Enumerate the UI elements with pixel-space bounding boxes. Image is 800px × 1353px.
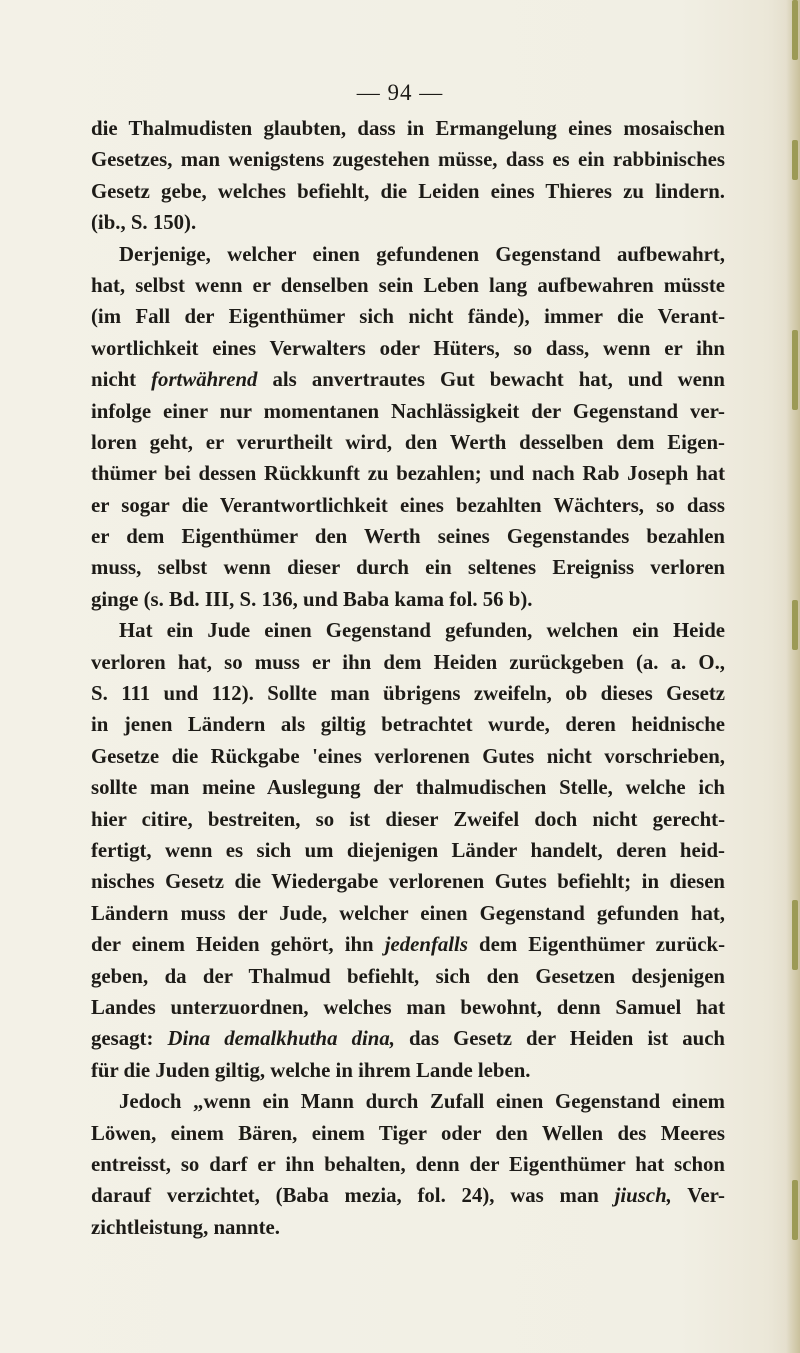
text-fragment: das Gesetz der Heiden ist auch <box>408 1027 725 1051</box>
text-line: fertigt, wenn es sich um diejenigen Länder handelt, deren heid- <box>91 838 725 862</box>
text-line: die Thalmudisten glaubten, dass in Ermangelung eines mosaischen <box>91 117 725 140</box>
text-line: muss, selbst wenn dieser durch ein seltenes Ereigniss verloren <box>91 556 725 580</box>
text-line: er sogar die Verantwortlichkeit eines bezahlten Wächters, so dass <box>91 493 725 517</box>
text-line: Gesetze die Rückgabe 'eines verlorenen Gutes nicht vorschrieben, <box>91 744 725 768</box>
text-line: (im Fall der Eigenthümer sich nicht fände), immer die Verant- <box>91 305 725 329</box>
text-fragment: der einem Heiden gehört, ihn <box>91 933 374 957</box>
text-line <box>91 1180 725 1211</box>
text-line: geben, da der Thalmud befiehlt, sich den Gesetzen desjenigen <box>91 964 725 988</box>
text-line: nisches Gesetz die Wiedergabe verlorenen Gutes befiehlt; in diesen <box>91 870 725 894</box>
text-line <box>91 929 725 960</box>
text-line: hier citire, bestreiten, so ist dieser Zweifel doch nicht gerecht- <box>91 807 725 831</box>
edge-stain <box>792 600 798 650</box>
text-line: infolge einer nur momentanen Nachlässigkeit der Gegenstand ver- <box>91 399 725 423</box>
edge-stain <box>792 140 798 180</box>
text-line: ginge (s. Bd. III, S. 136, und Baba kama fol. 56 b). <box>91 587 533 611</box>
text-line <box>91 1023 725 1054</box>
text-fragment: als anvertrautes Gut bewacht hat, und wenn <box>272 368 725 392</box>
page-number: — 94 — <box>356 80 444 105</box>
text-line: Derjenige, welcher einen gefundenen Gegenstand aufbewahrt, <box>119 242 725 266</box>
text-line: Jedoch „wenn ein Mann durch Zufall einen Gegenstand einem <box>119 1090 725 1114</box>
emphasis-text: fortwährend <box>151 368 258 392</box>
text-line: sollte man meine Auslegung der thalmudischen Stelle, welche ich <box>91 776 725 800</box>
emphasis-text: jedenfalls <box>384 933 468 957</box>
text-line: S. 111 und 112). Sollte man übrigens zweifeln, ob dieses Gesetz <box>91 682 725 706</box>
text-line: Landes unterzuordnen, welches man bewohnt, denn Samuel hat <box>91 995 725 1019</box>
edge-stain <box>792 900 798 970</box>
edge-stain <box>792 1180 798 1240</box>
text-line: Gesetz gebe, welches befiehlt, die Leiden eines Thieres zu lindern. <box>91 179 725 203</box>
text-fragment: darauf verzichtet, (Baba mezia, fol. 24), was man <box>91 1184 599 1208</box>
text-fragment: nicht <box>91 368 137 392</box>
text-line: loren geht, er verurtheilt wird, den Werth desselben dem Eigen- <box>91 430 725 454</box>
text-line: wortlichkeit eines Verwalters oder Hüters, so dass, wenn er ihn <box>91 336 725 360</box>
emphasis-text: jiusch, <box>614 1184 672 1208</box>
text-line: thümer bei dessen Rückkunft zu bezahlen; und nach Rab Joseph hat <box>91 462 725 486</box>
text-line: in jenen Ländern als giltig betrachtet wurde, deren heidnische <box>91 713 725 737</box>
text-fragment: gesagt: <box>91 1027 154 1051</box>
text-line: Hat ein Jude einen Gegenstand gefunden, welchen ein Heide <box>119 619 725 643</box>
text-line <box>91 364 725 395</box>
text-fragment: dem Eigenthümer zurück- <box>479 933 725 957</box>
text-line: für die Juden giltig, welche in ihrem Lande leben. <box>91 1058 531 1082</box>
body-text <box>91 113 725 1243</box>
text-line: hat, selbst wenn er denselben sein Leben lang aufbewahren müsste <box>91 273 725 297</box>
text-line: Ländern muss der Jude, welcher einen Gegenstand gefunden hat, <box>91 901 725 925</box>
page-edge-shadow <box>786 0 800 1353</box>
text-line: (ib., S. 150). <box>91 211 197 235</box>
text-line: Gesetzes, man wenigstens zugestehen müsse, dass es ein rabbinisches <box>91 148 725 172</box>
text-line: Löwen, einem Bären, einem Tiger oder den Wellen des Meeres <box>91 1121 725 1145</box>
text-line: er dem Eigenthümer den Werth seines Gegenstandes bezahlen <box>91 525 725 549</box>
text-line: verloren hat, so muss er ihn dem Heiden zurückgeben (a. a. O., <box>91 650 725 674</box>
edge-stain <box>792 0 798 60</box>
edge-stain <box>792 330 798 410</box>
text-line: zichtleistung, nannte. <box>91 1215 280 1239</box>
text-fragment: Ver- <box>687 1184 725 1208</box>
text-line: entreisst, so darf er ihn behalten, denn der Eigenthümer hat schon <box>91 1152 725 1176</box>
emphasis-text: Dina demalkhutha dina, <box>167 1027 395 1051</box>
